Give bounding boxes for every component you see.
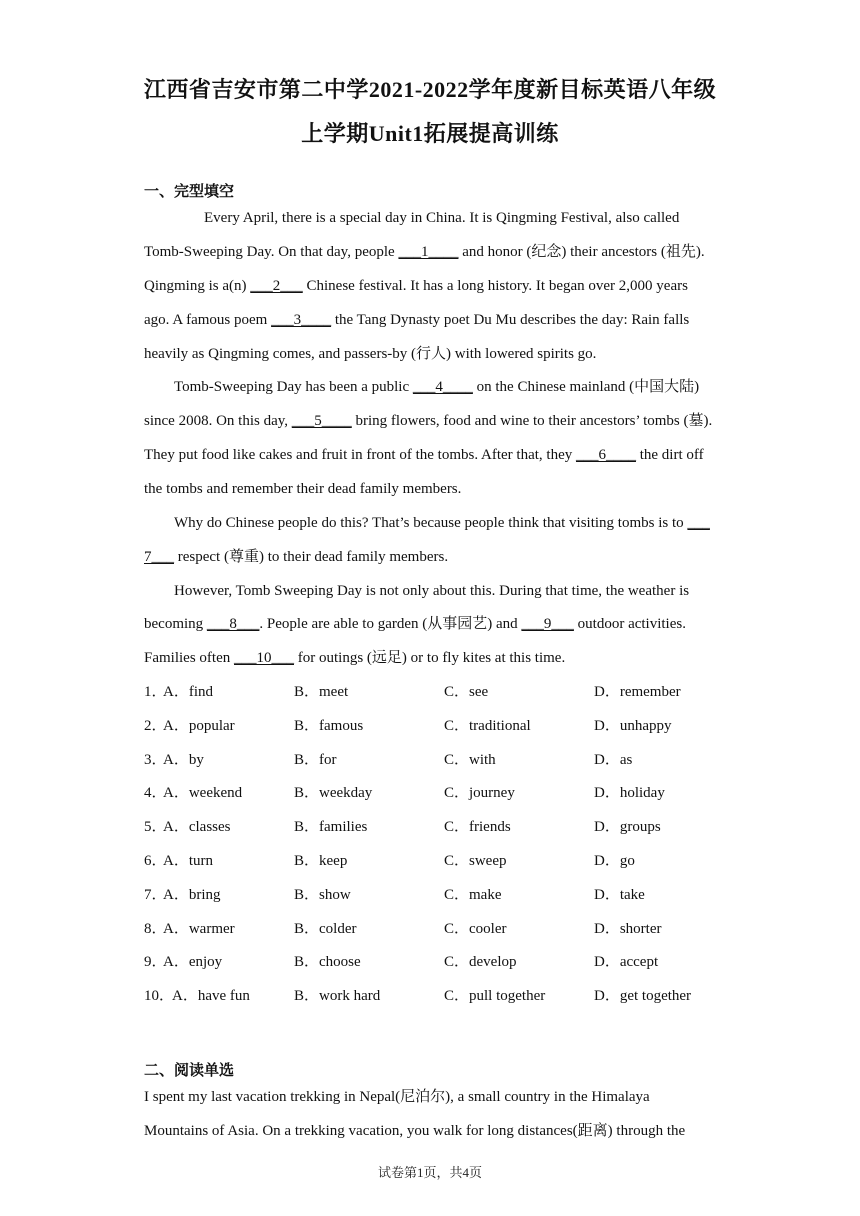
option-c: C．develop: [444, 954, 517, 971]
question-number: 5．: [144, 819, 167, 836]
option-d: D．as: [594, 751, 633, 768]
option-d: D．accept: [594, 954, 659, 971]
passage-line: Qingming is a(n) ___2___ Chinese festival. It has a long history. It began over 2,000 years: [144, 278, 688, 294]
question-number: 9．: [144, 954, 167, 971]
option-a: A．weekend: [163, 785, 243, 802]
option-a: A．popular: [163, 717, 235, 734]
blank-6: ___6____: [575, 447, 636, 463]
option-b: B．show: [294, 886, 351, 903]
question-number: 3．: [144, 751, 167, 768]
option-c: C．cooler: [444, 920, 507, 937]
blank-10: ___10___: [234, 650, 294, 666]
question-number: 8．: [144, 920, 167, 937]
blank-3: ___3____: [271, 312, 332, 328]
option-a: A．enjoy: [163, 954, 223, 971]
question-number: 1．: [144, 684, 167, 700]
option-b: B．famous: [294, 717, 364, 734]
option-b: B．choose: [294, 954, 361, 971]
option-b: B．keep: [294, 853, 348, 869]
question-number: 10．: [144, 988, 175, 1005]
section2-heading: 二、阅读单选: [144, 1061, 235, 1079]
passage-line: becoming ___8___. People are able to garden (从事园艺) and ___9___ outdoor activities.: [144, 616, 686, 632]
blank-7-part2: 7___: [144, 549, 174, 565]
option-b: B．colder: [294, 920, 357, 937]
option-c: C．with: [444, 751, 496, 768]
option-a: A．classes: [163, 819, 231, 836]
option-a: A．warmer: [163, 920, 235, 937]
option-d: D．shorter: [594, 920, 662, 937]
option-c: C．sweep: [444, 853, 507, 869]
question-number: 2．: [144, 717, 167, 734]
option-a: A．turn: [163, 853, 213, 869]
option-d: D．remember: [594, 684, 681, 700]
page-footer: 试卷第1页，共4页: [377, 1165, 482, 1180]
option-c: C．friends: [444, 819, 511, 836]
question-number: 6．: [144, 853, 167, 869]
option-c: C．traditional: [444, 717, 531, 734]
option-b: B．weekday: [294, 785, 373, 802]
passage-line: Families often ___10___ for outings (远足) or to fly kites at this time.: [144, 650, 566, 666]
passage-line: Tomb-Sweeping Day. On that day, people ___1____ and honor (纪念) their ancestors (祖先).: [144, 244, 705, 260]
blank-2: ___2___: [250, 278, 303, 294]
question-number: 4．: [144, 785, 167, 802]
option-d: D．take: [594, 886, 645, 903]
reading-line: I spent my last vacation trekking in Nepal(尼泊尔), a small country in the Himalaya: [144, 1089, 650, 1105]
passage-line: the tombs and remember their dead family members.: [144, 481, 462, 497]
blank-1: ___1____: [398, 244, 459, 260]
option-a: A．by: [163, 751, 204, 768]
passage-line: However, Tomb Sweeping Day is not only about this. During that time, the weather is: [174, 583, 690, 599]
question-number: 7．: [144, 886, 167, 903]
doc-title-line2: 上学期Unit1拓展提高训练: [301, 121, 559, 146]
option-b: B．meet: [294, 684, 349, 700]
passage-line: 7___ respect (尊重) to their dead family members.: [144, 549, 449, 565]
passage-line: Tomb-Sweeping Day has been a public ___4____ on the Chinese mainland (中国大陆): [174, 379, 700, 395]
passage-line: Why do Chinese people do this? That’s because people think that visiting tombs is to ___: [174, 515, 710, 531]
option-c: C．pull together: [444, 988, 546, 1005]
option-d: D．groups: [594, 819, 661, 836]
blank-4: ___4____: [412, 379, 473, 395]
passage-line: Every April, there is a special day in China. It is Qingming Festival, also called: [204, 210, 680, 226]
passage-line: since 2008. On this day, ___5____ bring flowers, food and wine to their ancestors’ tombs (墓).: [144, 413, 713, 429]
reading-line: Mountains of Asia. On a trekking vacation, you walk for long distances(距离) through the: [144, 1123, 686, 1139]
option-d: D．holiday: [594, 785, 665, 802]
option-a: A．bring: [163, 886, 221, 903]
blank-7-part1: ___: [687, 515, 710, 531]
passage-line: ago. A famous poem ___3____ the Tang Dynasty poet Du Mu describes the day: Rain falls: [144, 312, 690, 328]
blank-9: ___9___: [521, 616, 574, 632]
option-c: C．make: [444, 886, 502, 903]
option-c: C．see: [444, 684, 489, 700]
option-d: D．unhappy: [594, 717, 672, 734]
passage-line: They put food like cakes and fruit in front of the tombs. After that, they ___6____ the dirt off: [144, 447, 704, 463]
blank-8: ___8___: [206, 616, 260, 632]
passage-line: heavily as Qingming comes, and passers-by (行人) with lowered spirits go.: [144, 346, 597, 362]
option-a: A．have fun: [172, 988, 250, 1005]
option-b: B．for: [294, 751, 337, 768]
option-d: D．go: [594, 853, 635, 869]
doc-title-line1: 江西省吉安市第二中学2021-2022学年度新目标英语八年级: [143, 77, 717, 102]
option-a: A．find: [163, 684, 213, 700]
section1-heading: 一、完型填空: [144, 182, 235, 200]
option-c: C．journey: [444, 785, 515, 802]
option-b: B．families: [294, 819, 368, 836]
blank-5: ___5____: [291, 413, 352, 429]
option-b: B．work hard: [294, 988, 381, 1005]
option-d: D．get together: [594, 988, 692, 1005]
